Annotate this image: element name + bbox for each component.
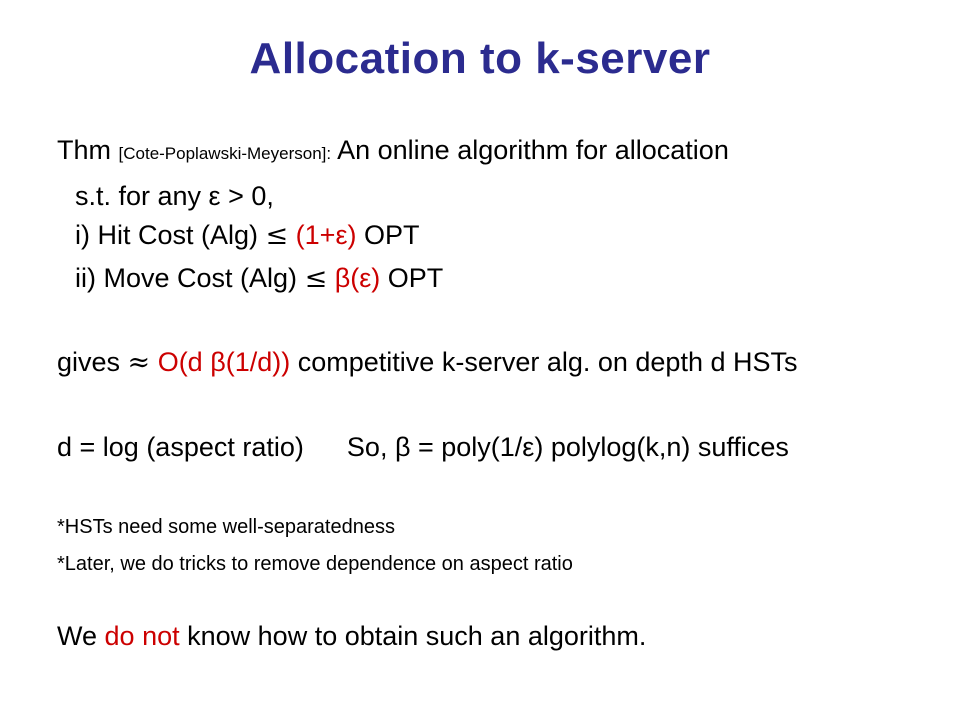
- depth-definition: d = log (aspect ratio): [57, 432, 304, 462]
- note-2: *Later, we do tricks to remove dependence on aspect ratio: [57, 553, 573, 575]
- conclusion-emphasis: do not: [104, 621, 180, 651]
- item1-relation: ≤: [265, 220, 289, 251]
- slide-title: Allocation to k-server: [249, 34, 711, 83]
- competitive-bound: O(d β(1/d)): [157, 347, 291, 377]
- beta-bound: So, β = poly(1/ε) polylog(k,n) suffices: [346, 432, 789, 462]
- theorem-item-2: [75, 262, 443, 295]
- depth-line: [57, 431, 789, 463]
- item1-bound: (1+ε): [295, 220, 357, 250]
- item2-prefix: ii) Move Cost (Alg): [75, 263, 298, 293]
- item2-relation: ≤: [304, 263, 328, 294]
- gives-suffix: competitive k-server alg. on depth d HSTs: [297, 347, 798, 377]
- gives-line: [57, 346, 798, 379]
- theorem-statement: An online algorithm for allocation: [337, 135, 729, 165]
- item1-prefix: i) Hit Cost (Alg): [75, 220, 259, 250]
- conclusion-line: [57, 620, 646, 652]
- theorem-item-1: [75, 219, 420, 252]
- item2-bound: β(ε): [334, 263, 381, 293]
- thm-label: Thm: [57, 135, 111, 165]
- gives-prefix: gives: [57, 347, 121, 377]
- conclusion-suffix: know how to obtain such an algorithm.: [187, 621, 647, 651]
- theorem-condition: s.t. for any ε > 0,: [75, 181, 274, 211]
- item1-suffix: OPT: [364, 220, 420, 250]
- approx-symbol: ≈: [127, 347, 151, 378]
- note-1: *HSTs need some well-separatedness: [57, 516, 395, 538]
- theorem-heading: [57, 134, 729, 170]
- conclusion-prefix: We: [57, 621, 98, 651]
- item2-suffix: OPT: [387, 263, 444, 293]
- citation: [Cote-Poplawski-Meyerson]:: [118, 144, 332, 163]
